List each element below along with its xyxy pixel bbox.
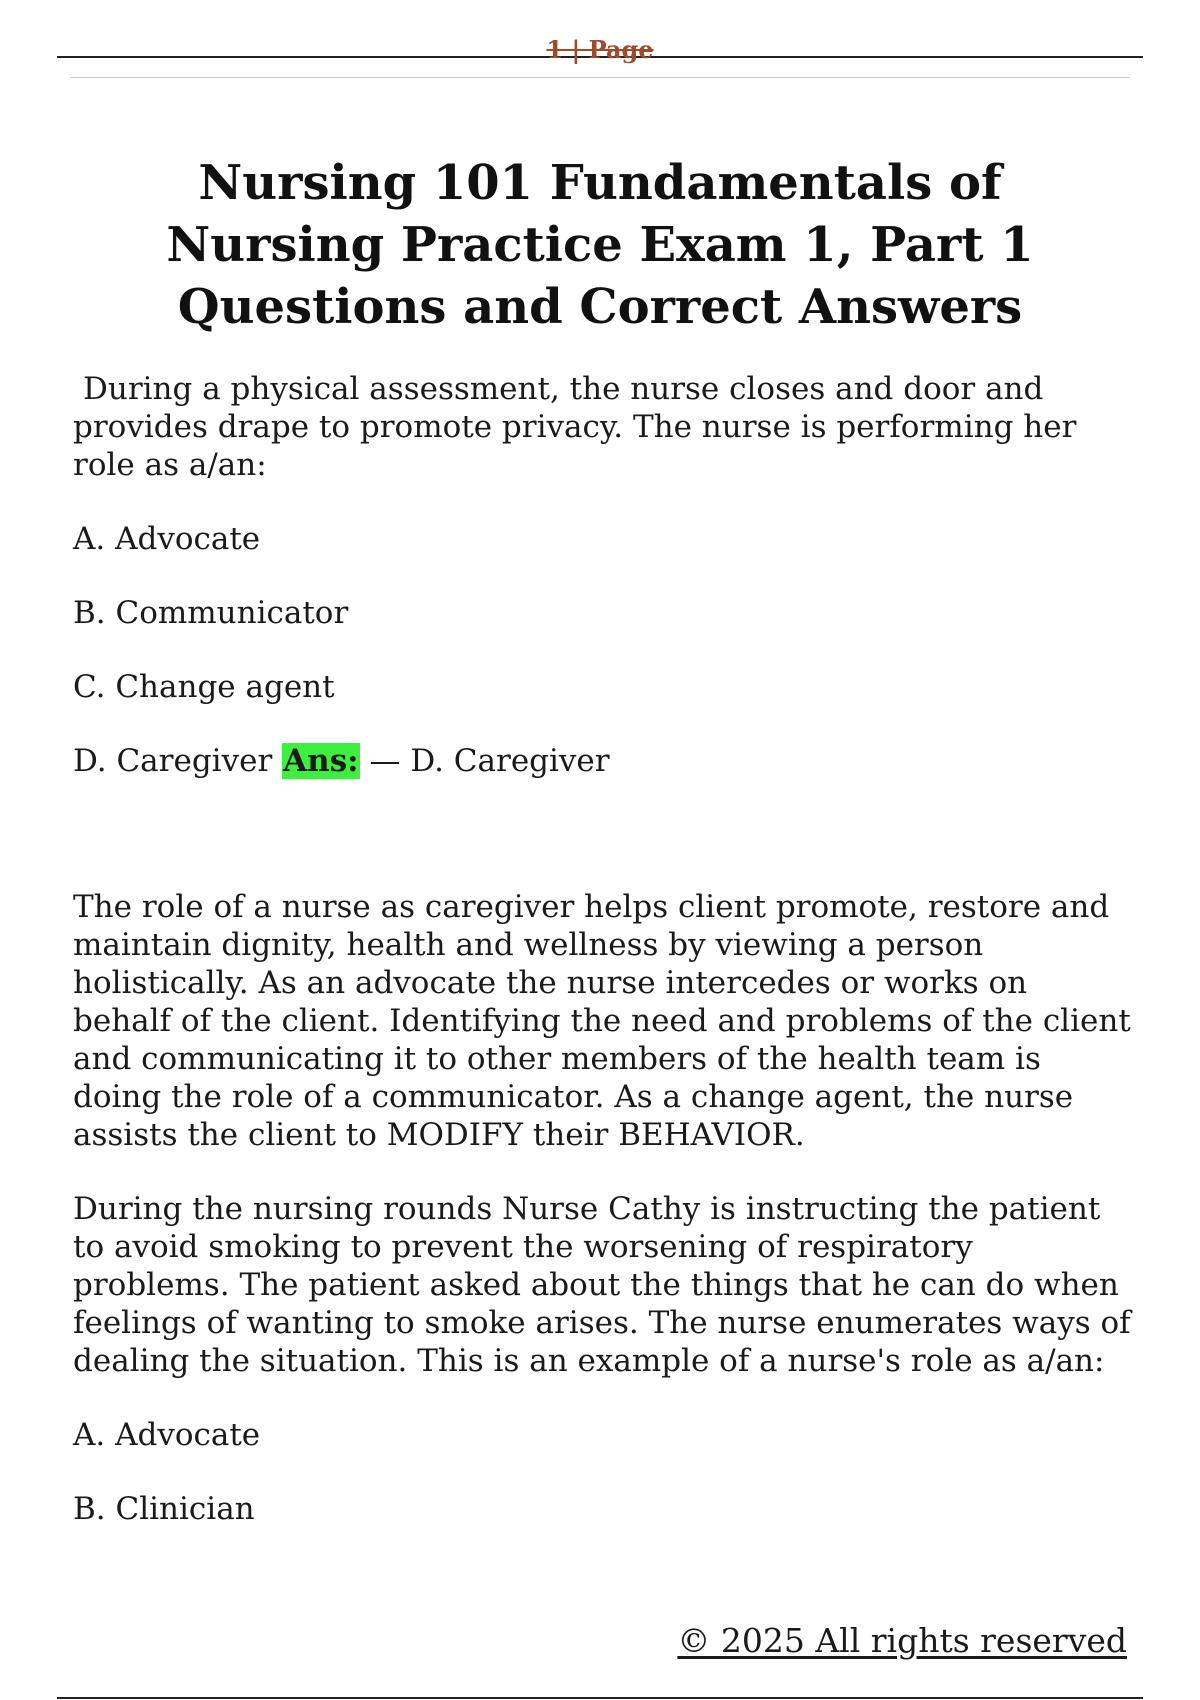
question-2-text: During the nursing rounds Nurse Cathy is instructing the patient to avoid smoking to prevent the worsening of respiratory problems. The patient asked about the things that he can do when feelings of wanting to smoke arises. The nurse enumerates ways of dealing the situation. This is an example of a nurse's role as a/an: xyxy=(73,1191,1131,1379)
copyright-footer: © 2025 All rights reserved xyxy=(677,1621,1127,1660)
question-1-answer-line xyxy=(73,742,1133,780)
question-1-answer: — D. Caregiver xyxy=(369,743,610,779)
question-2-option-b: B. Clinician xyxy=(73,1491,255,1527)
question-1-option-a: A. Advocate xyxy=(73,521,261,557)
question-1-explanation: The role of a nurse as caregiver helps client promote, restore and maintain dignity, health and wellness by viewing a person holistically. As an advocate the nurse intercedes or works on behalf of the client. Identifying the need and problems of the client and communicating it to other members of the health team is doing the role of a communicator. As a change agent, the nurse assists the client to MODIFY their BEHAVIOR. xyxy=(73,889,1131,1153)
question-2-option-a: A. Advocate xyxy=(73,1417,261,1453)
header-rule-thin xyxy=(70,77,1130,78)
question-1-option-d: D. Caregiver xyxy=(73,743,273,779)
document-title: Nursing 101 Fundamentals of Nursing Practice Exam 1, Part 1 Questions and Correct Answers xyxy=(166,155,1034,335)
page-number: 1 | Page xyxy=(546,35,654,64)
footer-rule xyxy=(57,1697,1143,1699)
question-1-text: During a physical assessment, the nurse closes and door and provides drape to promote privacy. The nurse is performing her role as a/an: xyxy=(73,371,1077,483)
question-1-option-c: C. Change agent xyxy=(73,669,335,705)
question-1-option-b: B. Communicator xyxy=(73,595,349,631)
document-body xyxy=(73,370,1133,1564)
answer-label: Ans: xyxy=(283,743,359,779)
